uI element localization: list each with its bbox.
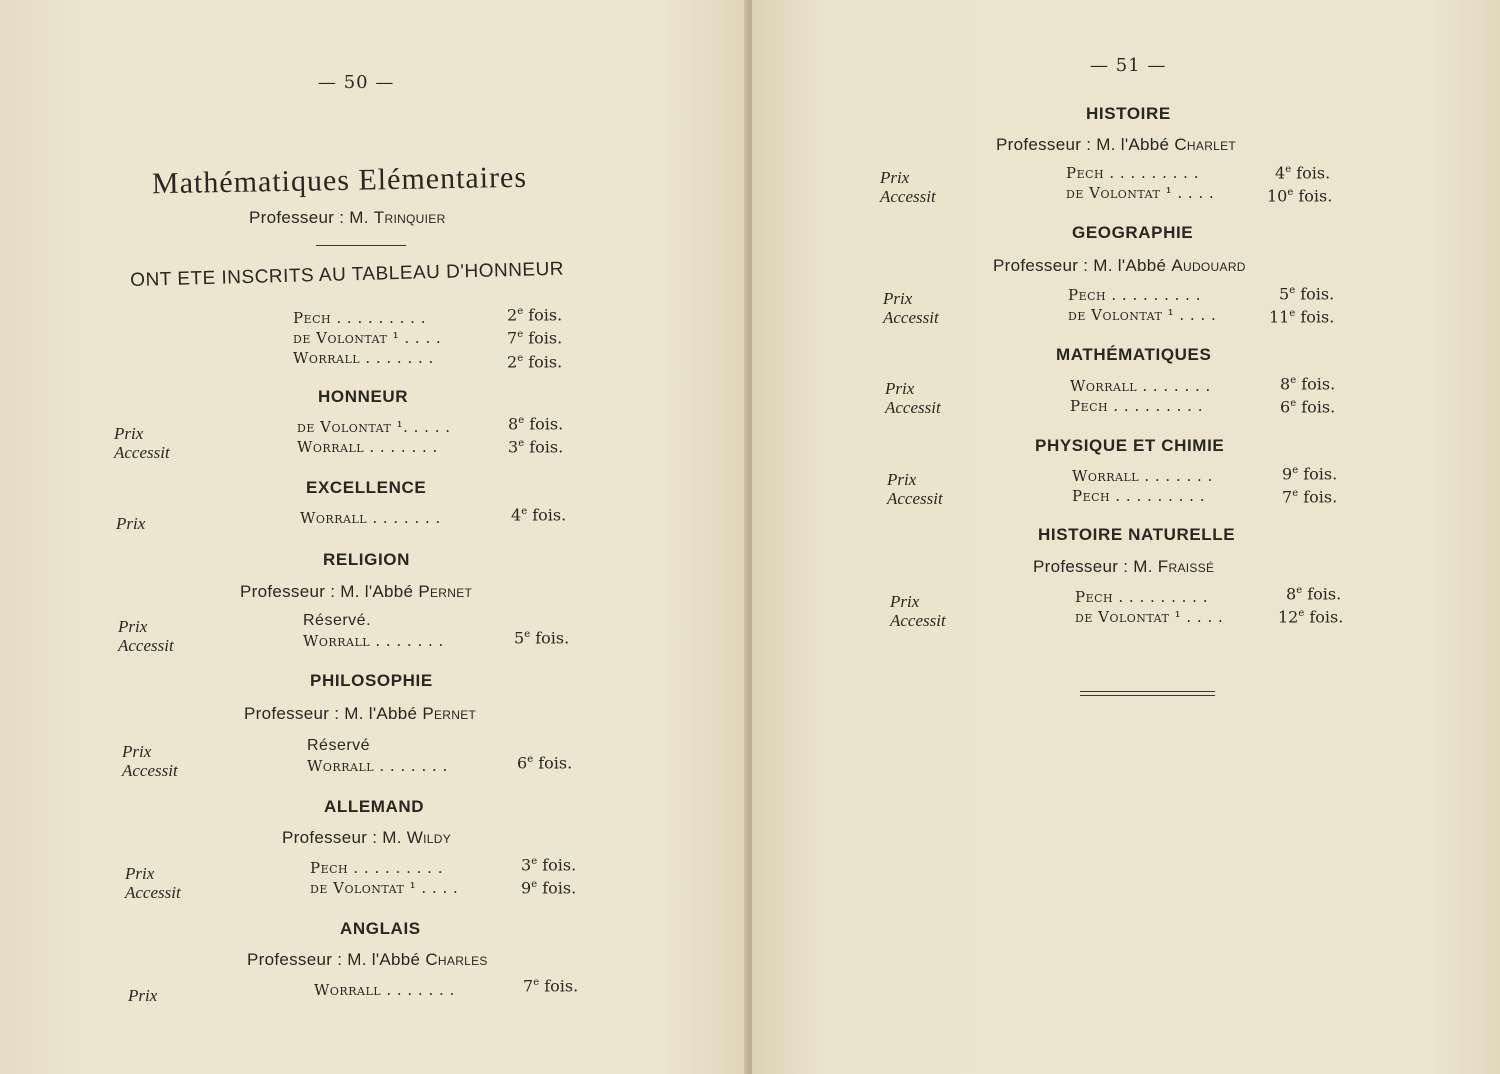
list-item: de Volontat ¹ . . . . bbox=[293, 329, 442, 347]
section-counts: 4e fois. bbox=[511, 505, 567, 525]
section-heading-geographie: GEOGRAPHIE bbox=[1072, 223, 1194, 242]
professor-name: Trinquier bbox=[373, 208, 446, 227]
prize-labels: Prix bbox=[116, 514, 146, 533]
section-counts: 5e fois. 11e fois. bbox=[1269, 284, 1335, 327]
section-heading-histoire: HISTOIRE bbox=[1086, 104, 1171, 123]
honor-roll-names bbox=[293, 308, 441, 368]
prize-labels: Prix bbox=[128, 986, 158, 1005]
section-heading-mathematiques: MATHÉMATIQUES bbox=[1056, 345, 1212, 364]
prize-labels: Prix Accessit bbox=[890, 592, 946, 630]
section-names: Pech . . . . . . . . . de Volontat ¹ . . . . bbox=[1066, 164, 1215, 202]
section-names: de Volontat ¹. . . . . Worrall . . . . . . . bbox=[297, 418, 451, 456]
left-page bbox=[0, 0, 748, 1074]
prize-labels: Prix Accessit bbox=[885, 379, 941, 417]
section-heading-excellence: EXCELLENCE bbox=[306, 478, 427, 497]
professor-line: Professeur : M. l'Abbé Pernet bbox=[244, 704, 477, 723]
end-divider bbox=[1080, 691, 1215, 696]
section-heading-physique-chimie: PHYSIQUE ET CHIMIE bbox=[1035, 436, 1225, 455]
professor-line bbox=[249, 208, 446, 228]
professor-line: Professeur : M. Fraissé bbox=[1033, 557, 1215, 576]
section-names: Réservé. Worrall . . . . . . . bbox=[303, 612, 444, 650]
count: 2e fois. bbox=[507, 305, 563, 325]
prize-labels: Prix Accessit bbox=[880, 168, 936, 206]
honor-roll-heading: ONT ETE INSCRITS AU TABLEAU D'HONNEUR bbox=[130, 258, 565, 291]
count: 2e fois. bbox=[507, 351, 563, 371]
section-counts: 7e fois. bbox=[523, 976, 579, 996]
section-counts: 9e fois. 7e fois. bbox=[1282, 464, 1338, 507]
professor-line: Professeur : M. l'Abbé Pernet bbox=[240, 582, 473, 601]
list-item: Pech . . . . . . . . . bbox=[293, 309, 426, 327]
professor-line: Professeur : M. Wildy bbox=[282, 828, 452, 847]
section-heading-histoire-naturelle: HISTOIRE NATURELLE bbox=[1038, 525, 1236, 544]
count: 7e fois. bbox=[507, 328, 563, 348]
section-counts: 3e fois. 9e fois. bbox=[521, 855, 577, 898]
section-names: Worrall . . . . . . . bbox=[300, 509, 441, 527]
section-counts: 8e fois. 3e fois. bbox=[508, 414, 564, 457]
prize-labels: Prix Accessit bbox=[118, 617, 174, 655]
page-title: Mathématiques Elémentaires bbox=[151, 160, 528, 201]
section-counts: 8e fois. 12e fois. bbox=[1278, 584, 1344, 627]
section-counts: 8e fois. 6e fois. bbox=[1280, 374, 1336, 417]
professor-line: Professeur : M. l'Abbé Audouard bbox=[993, 256, 1246, 275]
section-heading-religion: RELIGION bbox=[323, 550, 410, 569]
section-counts: 4e fois. 10e fois. bbox=[1267, 163, 1333, 206]
right-page bbox=[752, 0, 1500, 1074]
page-number: — 50 — bbox=[318, 72, 395, 93]
section-heading-honneur: HONNEUR bbox=[318, 387, 409, 406]
prize-labels: Prix Accessit bbox=[887, 470, 943, 508]
professor-line: Professeur : M. l'Abbé Charles bbox=[247, 950, 488, 969]
divider bbox=[316, 245, 406, 246]
professor-label: Professeur : M. bbox=[249, 208, 369, 227]
section-names: Pech . . . . . . . . . de Volontat ¹ . . . . bbox=[310, 859, 459, 897]
page-number: — 51 — bbox=[1090, 55, 1167, 76]
professor-line: Professeur : M. l'Abbé Charlet bbox=[996, 135, 1237, 154]
honor-roll-counts bbox=[507, 302, 562, 372]
section-heading-philosophie: PHILOSOPHIE bbox=[310, 671, 433, 690]
section-names: Worrall . . . . . . . bbox=[314, 981, 455, 999]
section-names: Worrall . . . . . . . Pech . . . . . . . . . bbox=[1072, 467, 1213, 505]
section-names: Worrall . . . . . . . Pech . . . . . . . . . bbox=[1070, 377, 1211, 415]
section-names: Pech . . . . . . . . . de Volontat ¹ . . . . bbox=[1068, 286, 1217, 324]
section-heading-anglais: ANGLAIS bbox=[340, 919, 421, 938]
prize-labels: Prix Accessit bbox=[122, 742, 178, 780]
section-counts: 5e fois. bbox=[514, 628, 570, 648]
section-heading-allemand: ALLEMAND bbox=[324, 797, 425, 816]
list-item: Worrall . . . . . . . bbox=[293, 349, 434, 367]
section-counts: 6e fois. bbox=[517, 753, 573, 773]
section-names: Réservé Worrall . . . . . . . bbox=[307, 737, 448, 775]
prize-labels: Prix Accessit bbox=[883, 289, 939, 327]
prize-labels: Prix Accessit bbox=[114, 424, 170, 462]
section-names: Pech . . . . . . . . . de Volontat ¹ . . . . bbox=[1075, 588, 1224, 626]
prize-labels: Prix Accessit bbox=[125, 864, 181, 902]
